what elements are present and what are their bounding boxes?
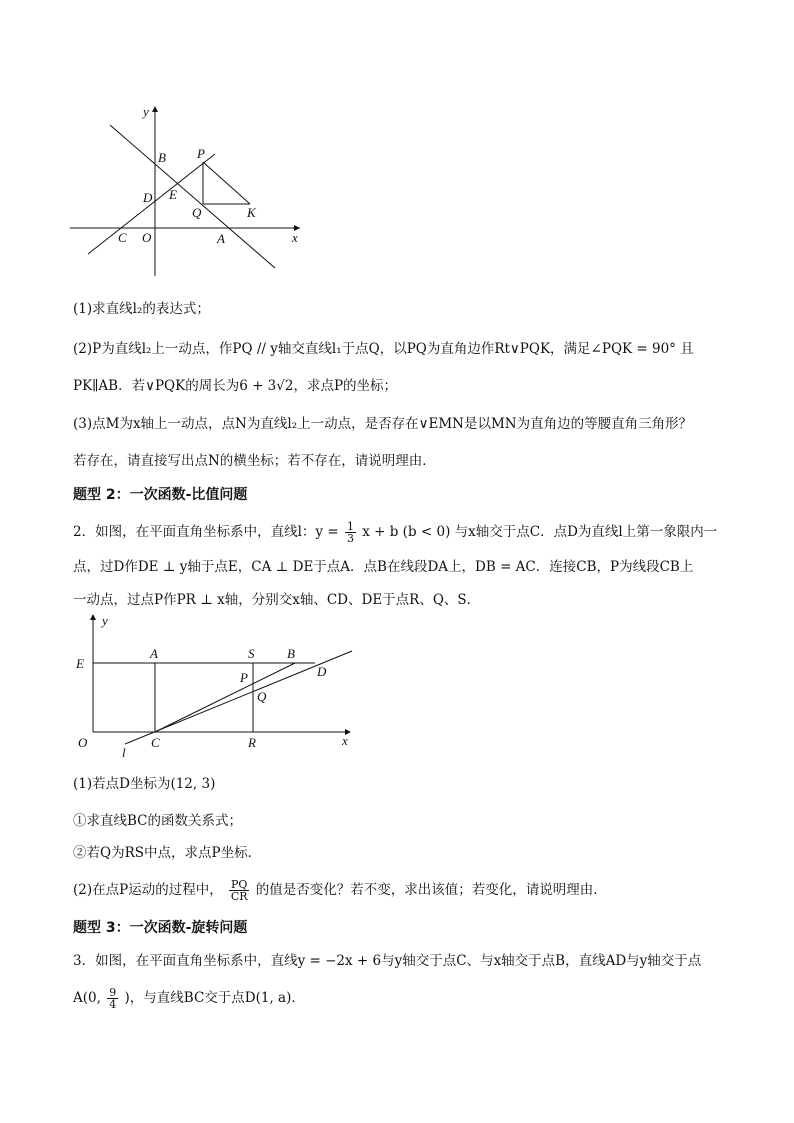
y-axis-arrow — [152, 106, 158, 112]
label-a: A — [150, 646, 158, 661]
p1-question-3-line-2: 若存在，请直接写出点N的横坐标；若不存在，请说明理由． — [73, 453, 436, 469]
p1-question-2-line-2: PK∥AB．若∨PQK的周长为6 + 3√2，求点P的坐标； — [73, 378, 398, 394]
label-o: O — [78, 735, 88, 750]
p1-question-3-line-1: (3)点M为x轴上一动点，点N为直线l₂上一动点，是否存在∨EMN是以MN为直角边的等腰直角三角形？ — [73, 416, 693, 432]
p1-question-2-line-1: (2)P为直线l₂上一动点，作PQ // y轴交直线l₁于点Q，以PQ为直角边作Rt∨PQK，满足∠PQK = 90° 且 — [73, 341, 694, 357]
section-3-line-2 — [73, 987, 305, 1010]
label-q: Q — [257, 689, 267, 704]
label-x: x — [342, 733, 348, 748]
label-c: C — [151, 735, 160, 750]
fraction-pq-cr — [229, 879, 249, 902]
label-y: y — [102, 613, 108, 628]
section-2-question-1b: ②若Q为RS中点，求点P坐标． — [73, 845, 262, 861]
label-y: y — [143, 104, 149, 119]
line2-text-b: )，与直线BC交于点D(1, a)． — [124, 990, 305, 1006]
figure-2-coordinate-diagram — [70, 610, 370, 768]
line-l2 — [110, 125, 275, 268]
section-2-question-1: (1)若点D坐标为(12, 3) — [73, 776, 216, 792]
label-l: l — [122, 745, 126, 760]
label-d: D — [143, 190, 153, 205]
y-axis-arrow — [90, 614, 96, 620]
section-3-line-1: 3．如图，在平面直角坐标系中，直线y = −2x + 6与y轴交于点C、与x轴交于点B，直线AD与y轴交于点 — [73, 953, 702, 969]
section-2-heading: 题型 2：一次函数-比值问题 — [73, 487, 248, 503]
section-2-question-2 — [73, 879, 607, 902]
intro-text-a: 2．如图，在平面直角坐标系中，直线l：y = — [73, 524, 339, 540]
fraction-denominator: 4 — [109, 998, 117, 1011]
q2-text-b: 的值是否变化？若不变，求出该值；若变化，请说明理由． — [255, 882, 607, 898]
fraction-numerator: 1 — [346, 520, 354, 533]
label-d: D — [317, 664, 327, 679]
label-e: E — [169, 187, 177, 202]
section-3-heading: 题型 3：一次函数-旋转问题 — [73, 920, 248, 936]
fraction-nine-quarters — [107, 987, 118, 1010]
intro-text-b: x + b (b < 0) 与x轴交于点C．点D为直线l上第一象限内一 — [362, 524, 718, 540]
label-o: O — [142, 230, 152, 245]
segment-pk — [203, 162, 250, 204]
section-2-intro-line-1 — [73, 521, 717, 544]
label-p: P — [240, 670, 248, 685]
section-2-intro-line-2: 点，过D作DE ⊥ y轴于点E，CA ⊥ DE于点A．点B在线段DA上，DB = AC．连接CB，P为线段CB上 — [73, 559, 694, 575]
label-c: C — [118, 230, 127, 245]
figure-1-coordinate-diagram — [70, 100, 310, 280]
label-p: P — [197, 146, 205, 161]
section-2-question-1a: ①求直线BC的函数关系式； — [73, 813, 243, 829]
label-k: K — [247, 205, 256, 220]
p1-question-1: (1)求直线l₂的表达式； — [73, 301, 210, 317]
label-b: B — [158, 150, 166, 165]
fraction-denominator: 3 — [346, 532, 354, 545]
label-x: x — [292, 230, 298, 245]
fraction-one-third — [345, 521, 356, 544]
section-2-intro-line-3: 一动点，过点P作PR ⊥ x轴，分别交x轴、CD、DE于点R、Q、S． — [73, 592, 481, 608]
label-a: A — [217, 231, 225, 246]
label-s: S — [248, 646, 255, 661]
label-b: B — [287, 646, 295, 661]
q2-text-a: (2)在点P运动的过程中， — [73, 882, 223, 898]
fraction-denominator: CR — [230, 890, 248, 903]
line2-text-a: A(0, — [73, 990, 101, 1006]
fraction-numerator: 9 — [109, 986, 117, 999]
fraction-numerator: PQ — [231, 878, 248, 891]
label-r: R — [248, 735, 256, 750]
label-q: Q — [192, 205, 202, 220]
segment-cb — [155, 663, 295, 732]
label-e: E — [76, 656, 84, 671]
